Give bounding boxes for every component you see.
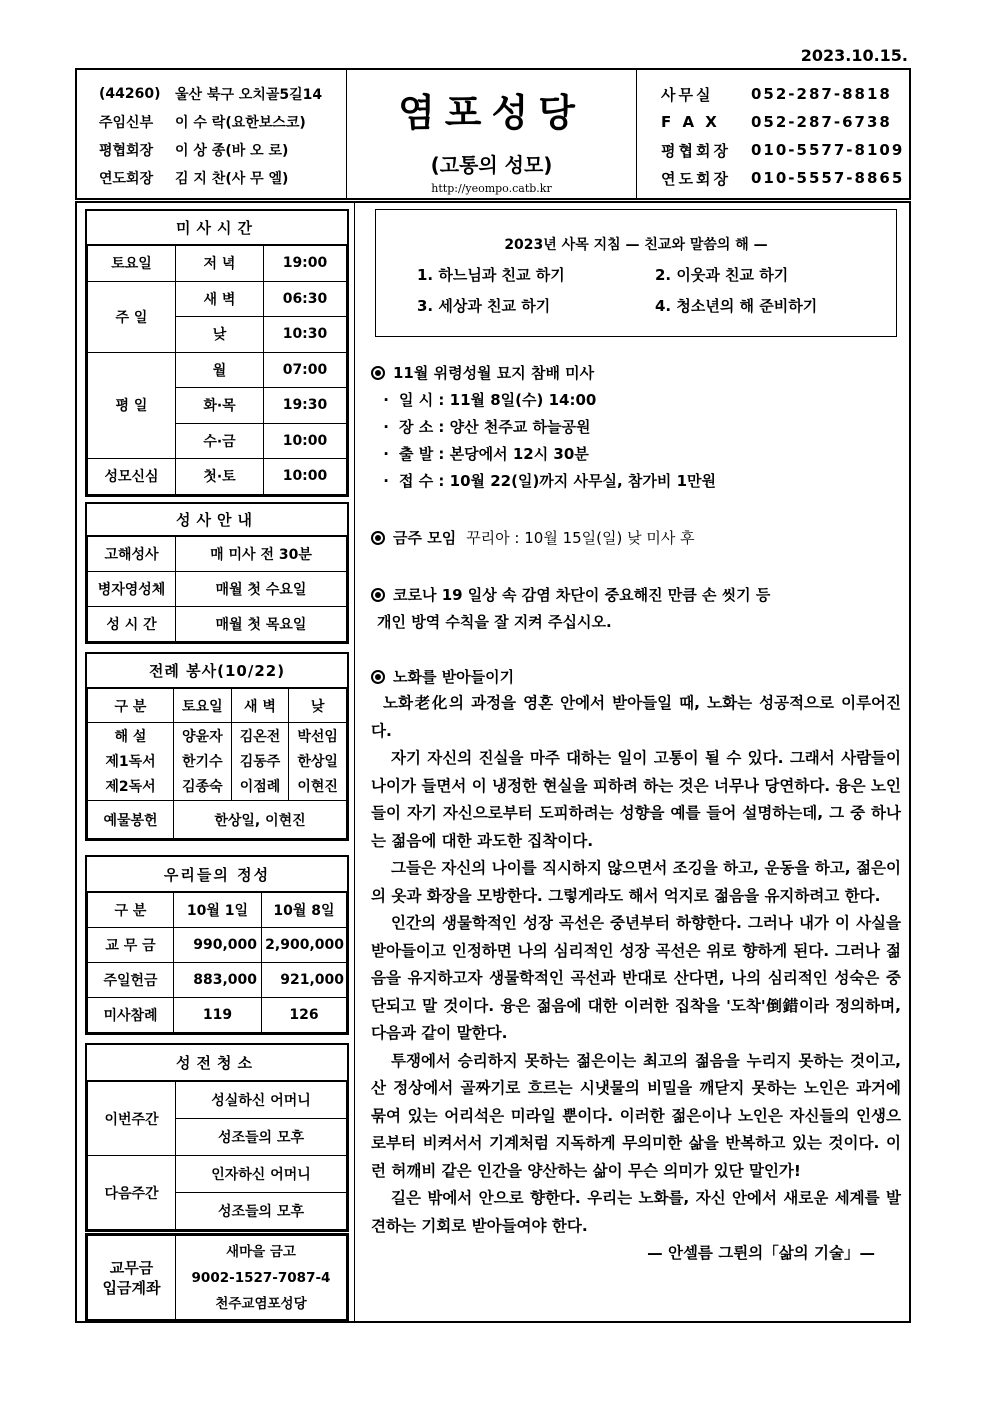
parish-info — [77, 70, 347, 198]
liturgy-name: 박선임 — [289, 723, 347, 749]
guideline-item: 2. 이웃과 친교 하기 — [655, 266, 789, 284]
offering-value: 한상일, 이현진 — [174, 801, 347, 839]
finance-key: 교 무 금 — [88, 928, 174, 963]
essay-paragraph: 인간의 생물학적인 성장 곡선은 중년부터 하향한다. 그러나 내가 이 사실을 받아들이고 인정하면 나의 심리적인 성장 곡선은 위로 향하게 된다. 그러나 젊음을 유지하고자 생물학적인 곡선과 반대로 산다면, 나의 심리적인 성숙은 중단되고 말 것이다. 융은 젊음에 대한 이러한 집착을 '도착'倒錯이라 정의하며, 다음과 같이 말한다. — [371, 914, 901, 1042]
finance-value: 119 — [174, 998, 262, 1033]
dot-icon: · — [383, 390, 389, 409]
essay-paragraph: 길은 밖에서 안으로 향한다. 우리는 노화를, 자신 안에서 새로운 세계를 발견하는 기회로 받아들여야 한다. — [371, 1189, 901, 1235]
cleaning-week-label: 다음주간 — [88, 1156, 176, 1230]
sacrament-key: 성 시 간 — [88, 607, 176, 642]
finance-title: 우리들의 정성 — [87, 857, 347, 892]
parish-subtitle: (고통의 성모) — [430, 153, 553, 177]
notice-line-text: 접 수 : 10월 22(일)까지 사무실, 참가비 1만원 — [399, 472, 717, 490]
guideline-item: 4. 청소년의 해 준비하기 — [655, 297, 818, 315]
notice-covid — [371, 581, 901, 635]
sacrament-key: 병자영성체 — [88, 572, 176, 607]
parish-url[interactable]: http://yeompo.catb.kr — [431, 182, 552, 195]
cleaning-item: 성조들의 모후 — [176, 1193, 347, 1230]
cleaning-item: 성실하신 어머니 — [176, 1082, 347, 1119]
contact-row — [661, 80, 909, 108]
mass-when: 새 벽 — [176, 281, 264, 317]
finance-value: 2,900,000 — [262, 928, 347, 963]
pastoral-guideline-box — [375, 209, 897, 337]
contact-info — [637, 70, 909, 198]
contact-key: 연도회장 — [661, 169, 731, 188]
sacrament-value: 매 미사 전 30분 — [176, 537, 347, 572]
essay-paragraph: 그들은 자신의 나이를 직시하지 않으면서 조깅을 하고, 운동을 하고, 젊은이의 옷과 화장을 모방한다. 그렇게라도 해서 억지로 젊음을 유지하려고 한다. — [371, 859, 901, 905]
finance-value: 126 — [262, 998, 347, 1033]
liturgy-name: 김온전 — [231, 723, 289, 749]
info-row — [99, 164, 346, 192]
liturgy-table — [87, 688, 347, 839]
mass-when: 수·금 — [176, 423, 264, 459]
sacrament-box — [85, 502, 349, 644]
essay-title: 노화를 받아들이기 — [393, 668, 515, 686]
mass-times-table — [87, 245, 347, 495]
info-value: 이 상 종(바 오 로) — [175, 143, 289, 159]
mass-when: 첫·토 — [176, 459, 264, 495]
notice-memorial-mass — [371, 359, 901, 494]
info-row — [99, 80, 346, 108]
bulletin-date: 2023.10.15. — [800, 46, 908, 65]
mass-when: 낮 — [176, 317, 264, 353]
liturgy-title: 전례 봉사(10/22) — [87, 654, 347, 688]
account-label-line1: 교무금 — [109, 1258, 154, 1277]
contact-value: 052-287-6738 — [751, 113, 892, 131]
notice-text: 코로나 19 일상 속 감염 차단이 중요해진 만큼 손 씻기 등 — [393, 586, 771, 604]
finance-header: 구 분 — [88, 893, 174, 928]
main-content — [355, 203, 909, 1321]
notice-line — [371, 608, 901, 635]
account-box — [85, 1233, 349, 1322]
info-row — [99, 108, 346, 136]
notice-line — [371, 440, 901, 467]
liturgy-role: 제2독서 — [88, 773, 174, 801]
bullet-icon — [371, 531, 385, 545]
liturgy-header: 낮 — [289, 689, 347, 723]
info-key: (44260) — [99, 86, 161, 102]
info-key: 연도회장 — [99, 171, 154, 187]
cleaning-table — [87, 1081, 347, 1230]
contact-row — [661, 164, 909, 192]
liturgy-name: 이점례 — [231, 773, 289, 801]
sacrament-table — [87, 536, 347, 642]
cleaning-item: 인자하신 어머니 — [176, 1156, 347, 1193]
sacrament-value: 매월 첫 목요일 — [176, 607, 347, 642]
contact-value: 010-5577-8109 — [751, 141, 905, 159]
finance-header: 10월 1일 — [174, 893, 262, 928]
liturgy-role: 해 설 — [88, 723, 174, 749]
mass-time: 19:30 — [264, 388, 347, 424]
mass-when: 화·목 — [176, 388, 264, 424]
liturgy-name: 이현진 — [289, 773, 347, 801]
mass-time: 10:30 — [264, 317, 347, 353]
contact-key: 평협회장 — [661, 141, 731, 160]
dot-icon: · — [383, 444, 389, 463]
mass-time: 06:30 — [264, 281, 347, 317]
notice-line — [371, 413, 901, 440]
info-key: 평협회장 — [99, 143, 154, 159]
notice-meeting — [371, 524, 901, 551]
guideline-row — [376, 295, 896, 316]
mass-time: 19:00 — [264, 246, 347, 282]
sacrament-title: 성사안내 — [87, 504, 347, 536]
contact-key: F A X — [661, 113, 720, 131]
notice-line-text: 장 소 : 양산 천주교 하늘공원 — [399, 418, 591, 436]
finance-key: 주일헌금 — [88, 963, 174, 998]
essay-paragraph: 자기 자신의 진실을 마주 대하는 일이 고통이 될 수 있다. 그래서 사람들이 나이가 들면서 이 냉정한 현실을 피하려 하는 것은 너무나 당연하다. 융은 노인들이 자기 자신으로부터 도피하려는 성향을 예를 들어 설명하는데, 그 중 하나는 젊음에 대한 과도한 집착이다. — [371, 749, 901, 850]
cleaning-box — [85, 1043, 349, 1232]
guideline-title: 2023년 사목 지침 — 친교와 말씀의 해 — — [504, 237, 768, 253]
liturgy-header: 구 분 — [88, 689, 174, 723]
finance-value: 921,000 — [262, 963, 347, 998]
contact-row — [661, 136, 909, 164]
guideline-row — [376, 264, 896, 285]
guideline-item: 3. 세상과 친교 하기 — [417, 297, 551, 315]
bullet-icon — [371, 366, 385, 380]
mass-day: 성모신심 — [88, 459, 176, 495]
cleaning-item: 성조들의 모후 — [176, 1119, 347, 1156]
essay-paragraph: 노화老化의 과정을 영혼 안에서 받아들일 때, 노화는 성공적으로 이루어진다. — [371, 694, 901, 740]
contact-value: 010-5557-8865 — [751, 169, 905, 187]
notice-text: 꾸리아 : 10월 15일(일) 낮 미사 후 — [466, 529, 695, 547]
mass-time: 10:00 — [264, 423, 347, 459]
parish-title: 염포성당 — [398, 91, 585, 135]
sacrament-value: 매월 첫 수요일 — [176, 572, 347, 607]
essay-heading — [371, 663, 901, 690]
finance-value: 990,000 — [174, 928, 262, 963]
contact-key: 사무실 — [661, 85, 714, 104]
liturgy-role: 제1독서 — [88, 749, 174, 773]
liturgy-name: 김동주 — [231, 749, 289, 773]
essay-source: — 안셀름 그륀의「삶의 기술」— — [647, 1244, 875, 1262]
account-holder: 천주교염포성당 — [215, 1295, 307, 1312]
notice-line-text: 개인 방역 수칙을 잘 지켜 주십시오. — [377, 613, 612, 631]
mass-when: 월 — [176, 352, 264, 388]
info-value: 김 지 찬(사 무 엘) — [175, 171, 289, 187]
account-bank: 새마을 금고 — [226, 1243, 296, 1260]
notice-line — [371, 386, 901, 413]
contact-value: 052-287-8818 — [751, 85, 892, 103]
offering-label: 예물봉헌 — [88, 801, 174, 839]
dot-icon: · — [383, 471, 389, 490]
parish-title-block — [347, 70, 637, 198]
sidebar — [77, 203, 355, 1321]
mass-times-title: 미사시간 — [87, 211, 347, 245]
finance-header: 10월 8일 — [262, 893, 347, 928]
account-details — [176, 1236, 347, 1320]
account-number: 9002-1527-7087-4 — [191, 1269, 331, 1286]
notice-line-text: 출 발 : 본당에서 12시 30분 — [399, 445, 589, 463]
cleaning-week-label: 이번주간 — [88, 1082, 176, 1156]
mass-day: 주 일 — [88, 281, 176, 352]
finance-key: 미사참례 — [88, 998, 174, 1033]
mass-time: 10:00 — [264, 459, 347, 495]
liturgy-box — [85, 652, 349, 841]
mass-when: 저 녁 — [176, 246, 264, 282]
notice-heading — [371, 581, 901, 608]
finance-box — [85, 855, 349, 1035]
info-value: 이 수 락(요한보스코) — [175, 115, 306, 131]
account-table — [87, 1235, 347, 1320]
liturgy-name: 양윤자 — [174, 723, 232, 749]
notice-heading — [371, 359, 901, 386]
bulletin-header — [75, 68, 911, 200]
liturgy-header: 토요일 — [174, 689, 232, 723]
account-label — [88, 1236, 176, 1320]
liturgy-name: 한기수 — [174, 749, 232, 773]
mass-times-box — [85, 209, 349, 497]
notice-line-text: 일 시 : 11월 8일(수) 14:00 — [399, 391, 597, 409]
cleaning-title: 성전청소 — [87, 1045, 347, 1081]
essay-body — [371, 690, 901, 1268]
notice-title: 11월 위령성월 묘지 참배 미사 — [393, 364, 595, 382]
mass-time: 07:00 — [264, 352, 347, 388]
bullet-icon — [371, 670, 385, 684]
notice-heading — [371, 524, 901, 551]
sacrament-key: 고해성사 — [88, 537, 176, 572]
mass-day: 토요일 — [88, 246, 176, 282]
bulletin-body — [75, 201, 911, 1323]
dot-icon: · — [383, 417, 389, 436]
guideline-item: 1. 하느님과 친교 하기 — [417, 266, 565, 284]
info-row — [99, 136, 346, 164]
essay-section — [371, 663, 901, 1268]
bullet-icon — [371, 588, 385, 602]
notice-line — [371, 467, 901, 494]
liturgy-name: 김종숙 — [174, 773, 232, 801]
finance-value: 883,000 — [174, 963, 262, 998]
info-key: 주임신부 — [99, 115, 154, 131]
mass-day: 평 일 — [88, 352, 176, 459]
contact-row — [661, 108, 909, 136]
info-value: 울산 북구 오치골5길14 — [175, 87, 323, 103]
notice-title: 금주 모임 — [393, 529, 457, 547]
liturgy-header: 새 벽 — [231, 689, 289, 723]
liturgy-name: 한상일 — [289, 749, 347, 773]
essay-paragraph: 투쟁에서 승리하지 못하는 젊은이는 최고의 젊음을 누리지 못하는 것이고, 산 정상에서 골짜기로 흐르는 시냇물의 비밀을 깨닫지 못하는 노인은 과거에 묶여 있는 어리석은 미라일 뿐이다. 이러한 젊은이나 노인은 자신들의 인생으로부터 비켜서서 기계처럼 지독하게 무의미한 삶을 반복하고 있는 것이다. 이런 허깨비 같은 인간을 양산하는 삶이 무슨 의미가 있단 말인가! — [371, 1051, 901, 1180]
account-label-line2: 입금계좌 — [102, 1278, 161, 1297]
finance-table — [87, 892, 347, 1033]
